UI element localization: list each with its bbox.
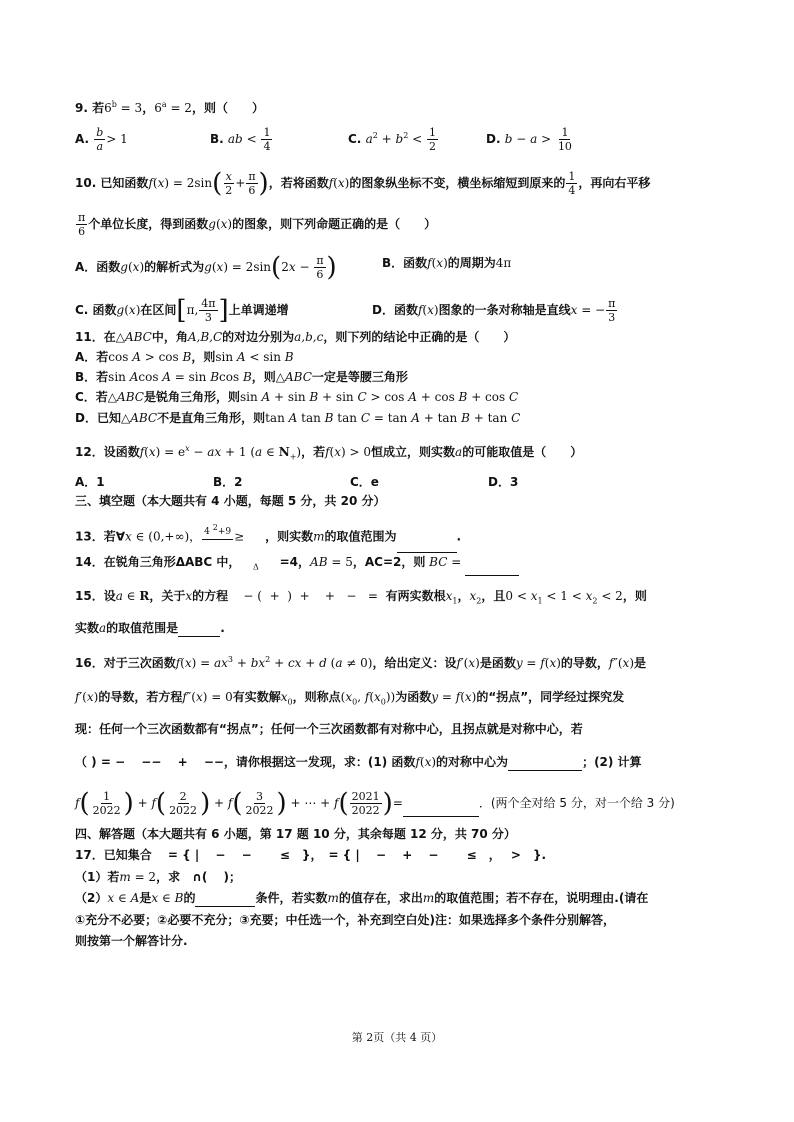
q16-line4: （ ) = − −− + −−，请你根据这一发现，求：(1) 函数f(x)的对称中心为 ；(2) 计算 (75, 755, 642, 769)
q9-option-b: B. ab < $\frac{1}{4}$ (210, 126, 271, 153)
q17-part2-line3: 则按第一个解答计分. (75, 934, 188, 948)
q10-option-b: B．函数f(x)的周期为4π (382, 256, 512, 270)
q17-part1: （1）若m = 2，求 ∩( )； (75, 870, 241, 884)
q9-option-a: A. $\frac{b}{a}$ > 1 (75, 126, 128, 153)
q10-option-a: A．函数g(x)的解析式为g(x) = 2sin(2x − $\frac{\pi}{6}$ ) (75, 252, 337, 283)
q12-option-c: C．e (350, 475, 379, 489)
q16-line2: f′(x)的导数，若方程f″(x) = 0有实数解$x_0$，则称点($x_0$, $f(x_0)$)为函数y = f(x)的“拐点”，同学经过探究发 (75, 690, 625, 707)
q16-line5: f( $\frac{1}{2022}$ ) + f( $\frac{2}{2022}$ ) + f( $\frac{3}{2022}$ ) + ⋯ + f( $\frac{2021}{2022}$ )= ．(两个全对给 5 分，对一个给 3 分) (75, 788, 675, 819)
q12-stem: 12．设函数$f(x) = e^x$ − ax + 1 (a ∈ $N_+$)，若f(x) > 0恒成立，则实数a的可能取值是（ ） (75, 444, 583, 462)
q12-option-d: D．3 (488, 475, 519, 489)
q10-line1: 10. 已知函数f(x) = 2sin( $\frac{x}{2}$ + $\frac{\pi}{6}$ )，若将函数f(x)的图象纵坐标不变，横坐标缩短到原来的 $\frac{1}{4}$ ，再向右平移 (75, 168, 651, 199)
q15-stem: 15．设a ∈ R，关于x的方程 − ( + ) + + − = 有两实数根$x_1$，$x_2$，且$0 < x_1 < 1 < x_2 < 2$，则 (75, 589, 647, 606)
q13-stem: 13．若∀x ∈ (0,+∞)， 4 2+9 ≥ ，则实数m的取值范围为 . (75, 521, 461, 553)
section-3-heading: 三、填空题（本大题共有 4 小题，每题 5 分，共 20 分） (75, 494, 386, 508)
q16-line3: 现：任何一个三次函数都有“拐点”；任何一个三次函数都有对称中心，且拐点就是对称中心，若 (75, 722, 583, 736)
q17-part2-line2: ①充分不必要；②必要不充分；③充要；中任选一个，补充到空白处)注：如果选择多个条件分别解答， (75, 913, 615, 927)
q12-option-b: B．2 (213, 475, 243, 489)
q11-option-d: D．已知△ABC不是直角三角形，则tan A tan B tan C = tan A + tan B + tan C (75, 411, 521, 425)
q10-option-c: C. 函数g(x)在区间[π, $\frac{4\pi}{3}$ ]上单调递增 (75, 295, 289, 326)
q15-line2: 实数a的取值范围是 . (75, 621, 225, 635)
q10-option-d: D．函数f(x)图象的一条对称轴是直线x = − $\frac{\pi}{3}$ (372, 297, 616, 324)
page-footer: 第 2页（共 4 页） (351, 1031, 443, 1044)
q11-option-c: C．若△ABC是锐角三角形，则sin A + sin B + sin C > cos A + cos B + cos C (75, 390, 519, 404)
section-4-heading: 四、解答题（本大题共有 6 小题，第 17 题 10 分，其余每题 12 分，共 70 分） (75, 827, 516, 841)
q14-stem: 14．在锐角三角形ΔABC 中， $_\Delta$ =4，AB = 5，AC=2，则 BC = (75, 553, 519, 576)
q9-option-c: C. $a^2 + b^2$ < $\frac{1}{2}$ (348, 126, 436, 153)
q17-part2: （2）x ∈ A是x ∈ B的 条件，若实数m的值存在，求出m的取值范围；若不存在，说明理由.(请在 (75, 891, 649, 905)
q11-option-a: A．若cos A > cos B，则sin A < sin B (75, 350, 294, 364)
q11-stem: 11．在△ABC中，角A,B,C的对边分别为a,b,c，则下列的结论中正确的是（ ） (75, 330, 516, 344)
q11-option-b: B．若sin Acos A = sin Bcos B，则△ABC一定是等腰三角形 (75, 370, 408, 384)
q9-stem: 9. 若$6^b = 3$，$6^a = 2$，则（ ） (75, 100, 264, 115)
q10-line2: $\frac{\pi}{6}$ 个单位长度，得到函数g(x)的图象，则下列命题正确的是（ ） (78, 211, 437, 238)
q12-option-a: A．1 (75, 475, 105, 489)
q16-line1: 16．对于三次函数$f(x) = ax^3 + bx^2$ + cx + d (a ≠ 0)，给出定义：设f′(x)是函数y = f(x)的导数，f″(x)是 (75, 655, 647, 670)
q9-option-d: D. b − a > $\frac{1}{10}$ (486, 126, 572, 153)
q17-stem: 17．已知集合 = { | − − ≤ }， = { | − + − ≤ ， > }. (75, 848, 547, 862)
